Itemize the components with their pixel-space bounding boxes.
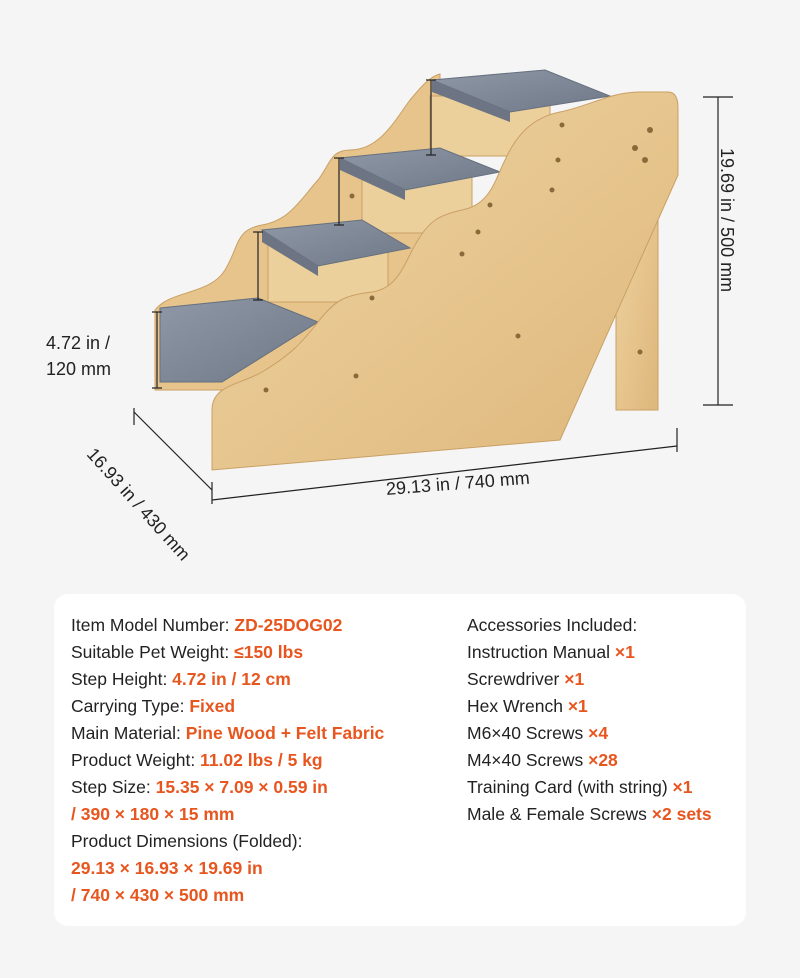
step-height-line1: 4.72 in / xyxy=(46,333,111,353)
spec-value: ZD-25DOG02 xyxy=(234,615,343,635)
accessory-line xyxy=(467,720,747,747)
spec-line xyxy=(71,693,451,720)
spec-card xyxy=(54,594,746,926)
accessory-label: Training Card (with string) xyxy=(467,777,673,797)
spec-line xyxy=(71,720,451,747)
accessory-label: M4×40 Screws xyxy=(467,750,589,770)
spec-value: Pine Wood + Felt Fabric xyxy=(185,723,385,743)
accessory-label: Screwdriver xyxy=(467,669,565,689)
accessory-label: Hex Wrench xyxy=(467,696,568,716)
accessory-qty: ×1 xyxy=(567,696,588,716)
spec-line xyxy=(71,612,451,639)
height-label: 19.69 in / 500 mm xyxy=(717,148,737,293)
spec-column-right xyxy=(467,612,747,828)
accessory-label: Male & Female Screws xyxy=(467,804,652,824)
accessory-qty: ×1 xyxy=(564,669,585,689)
accessory-label: Accessories Included: xyxy=(467,615,638,635)
accessory-line xyxy=(467,639,747,666)
accessory-qty: ×2 sets xyxy=(651,804,712,824)
accessory-line xyxy=(467,801,747,828)
accessory-label: Instruction Manual xyxy=(467,642,615,662)
accessory-label: M6×40 Screws xyxy=(467,723,589,743)
spec-label: Product Weight: xyxy=(71,750,201,770)
spec-label: Suitable Pet Weight: xyxy=(71,642,235,662)
spec-value: ≤150 lbs xyxy=(234,642,304,662)
spec-value: Fixed xyxy=(189,696,236,716)
spec-line xyxy=(71,666,451,693)
accessory-line xyxy=(467,747,747,774)
step-height-label xyxy=(46,330,111,382)
spec-value: 15.35 × 7.09 × 0.59 in xyxy=(155,777,328,797)
spec-line xyxy=(71,828,451,855)
spec-label: Step Height: xyxy=(71,669,173,689)
accessory-qty: ×4 xyxy=(588,723,609,743)
spec-value: 4.72 in / 12 cm xyxy=(172,669,291,689)
spec-label: Main Material: xyxy=(71,723,186,743)
spec-value: / 390 × 180 × 15 mm xyxy=(71,804,235,824)
spec-label: Product Dimensions (Folded): xyxy=(71,831,303,851)
spec-label: Item Model Number: xyxy=(71,615,235,635)
spec-value: 29.13 × 16.93 × 19.69 in xyxy=(71,858,263,878)
accessory-line xyxy=(467,693,747,720)
accessory-qty: ×1 xyxy=(614,642,635,662)
width-label: 29.13 in / 740 mm xyxy=(385,467,531,499)
accessory-line xyxy=(467,612,747,639)
step-height-line2: 120 mm xyxy=(46,359,112,379)
spec-line xyxy=(71,774,451,801)
spec-value: 11.02 lbs / 5 kg xyxy=(200,750,323,770)
spec-column-left xyxy=(71,612,451,909)
spec-line xyxy=(71,801,451,828)
spec-line xyxy=(71,855,451,882)
spec-line xyxy=(71,639,451,666)
depth-label: 16.93 in / 430 mm xyxy=(82,444,195,565)
accessory-qty: ×28 xyxy=(588,750,618,770)
accessory-line xyxy=(467,774,747,801)
spec-label: Carrying Type: xyxy=(71,696,190,716)
accessory-line xyxy=(467,666,747,693)
spec-line xyxy=(71,882,451,909)
spec-line xyxy=(71,747,451,774)
accessory-qty: ×1 xyxy=(672,777,693,797)
spec-value: / 740 × 430 × 500 mm xyxy=(71,885,245,905)
spec-label: Step Size: xyxy=(71,777,156,797)
